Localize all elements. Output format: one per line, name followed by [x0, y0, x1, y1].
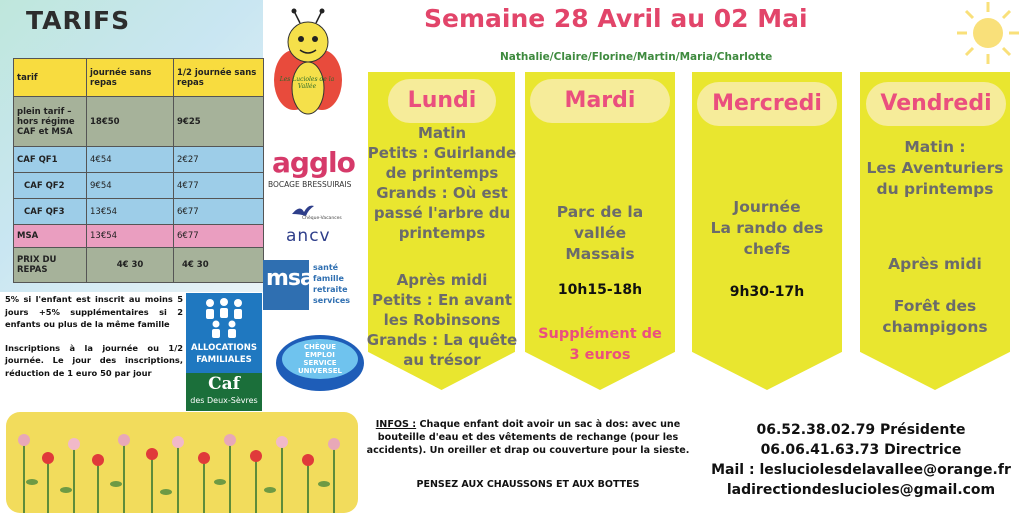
supplement-line: Supplément de — [538, 326, 662, 342]
phone-presidente: 06.52.38.02.79 Présidente — [756, 422, 966, 438]
lundi-line: les Robinsons — [383, 311, 501, 329]
caf-line1: ALLOCATIONS — [191, 343, 257, 353]
tarif-label: PRIX DU REPAS — [14, 248, 87, 283]
vendredi-afternoon — [855, 254, 1015, 338]
vendredi-line: Matin : — [904, 138, 966, 156]
tarif-full: 4€54 — [87, 147, 174, 173]
ancv-logo — [280, 202, 340, 254]
tarif-label: CAF QF1 — [14, 147, 87, 173]
caf-logo-top — [186, 293, 262, 373]
tarif-label: MSA — [14, 225, 87, 248]
cesu-line: EMPLOI — [305, 351, 335, 359]
ancv-small: Chèque-Vacances — [302, 216, 342, 221]
infos-reminder: PENSEZ AUX CHAUSSONS ET AUX BOTTES — [416, 479, 640, 490]
inscription-note: Inscriptions à la journée ou 1/2 journée. Le jour des inscriptions, réduction de 1 euro 50 par jour — [5, 342, 183, 378]
msa-line: retraite — [313, 285, 348, 294]
infos-block — [360, 418, 696, 457]
msa-text: msa — [266, 266, 314, 291]
table-header-cell: tarif — [14, 59, 87, 97]
discount-note: 5% si l'enfant est inscrit au moins 5 jours +5% supplémentaires si 2 enfants ou plus de la même famille — [5, 294, 183, 329]
lundi-line: Petits : En avant — [371, 291, 513, 309]
msa-line: services — [313, 296, 351, 305]
lundi-line: printemps — [398, 224, 486, 242]
table-header-cell: journée sans repas — [87, 59, 174, 97]
mercredi-line: chefs — [743, 240, 791, 258]
tarifs-title: TARIFS — [26, 6, 131, 35]
phone-directrice: 06.06.41.63.73 Directrice — [760, 442, 962, 458]
tarif-full: 18€50 — [87, 97, 174, 147]
mardi-activity — [525, 202, 675, 265]
mardi-line: Massais — [565, 245, 635, 263]
supplement-line: 3 euros — [569, 347, 631, 363]
table-row — [14, 225, 264, 248]
caf-logo — [186, 293, 262, 411]
contacts-block — [700, 420, 1022, 500]
vendredi-line: champigons — [882, 318, 988, 336]
caf-line4: des Deux-Sèvres — [190, 396, 258, 405]
family-icon — [200, 297, 248, 339]
agglo-text: agglo — [272, 146, 355, 179]
cesu-line: SERVICE — [303, 359, 337, 367]
mardi-line: vallée — [573, 224, 627, 242]
mercredi-time: 9h30-17h — [729, 284, 805, 300]
caf-line2: FAMILIALES — [196, 355, 252, 365]
bee-logo-text: Les Lucioles de la Vallée — [279, 76, 335, 90]
mercredi-line: La rando des — [710, 219, 824, 237]
table-row — [14, 147, 264, 173]
tarif-full: 9€54 — [87, 173, 174, 199]
msa-logo — [263, 260, 365, 310]
mardi-time: 10h15-18h — [557, 282, 643, 298]
lundi-line: Grands : La quête — [366, 331, 518, 349]
mardi-supplement — [525, 324, 675, 366]
vendredi-line: Forêt des — [893, 297, 977, 315]
lundi-morning — [362, 123, 522, 243]
cesu-line: CHÈQUE — [303, 343, 337, 351]
tarif-half: 4€ 30 — [174, 248, 264, 283]
msa-taglines — [313, 262, 350, 306]
mardi-line: Parc de la — [556, 203, 644, 221]
cesu-logo — [274, 333, 366, 393]
infos-label: INFOS : — [375, 419, 417, 430]
caf-logo-bottom — [186, 373, 262, 411]
flower-banner — [6, 412, 358, 513]
mercredi-activity — [692, 197, 842, 260]
lundi-line: passé l'arbre du — [373, 204, 511, 222]
ancv-text: ancv — [286, 226, 331, 246]
mail-line — [700, 460, 1022, 480]
lundi-line: Après midi — [396, 271, 488, 289]
day-label-mercredi: Mercredi — [697, 82, 837, 126]
bee-logo — [272, 8, 342, 126]
team-names: Nathalie/Claire/Florine/Martin/Maria/Charlotte — [500, 51, 773, 63]
tarif-label: CAF QF3 — [14, 199, 87, 225]
lundi-line: Matin — [417, 124, 467, 142]
mail-orange[interactable]: lesluciolesdelavallee@orange.fr — [759, 462, 1011, 478]
msa-line: famille — [313, 274, 344, 283]
vendredi-line: Les Aventuriers — [866, 159, 1004, 177]
day-label-lundi: Lundi — [388, 79, 496, 123]
msa-square — [263, 260, 314, 310]
vendredi-spacer — [855, 275, 1015, 296]
infos-text: Chaque enfant doit avoir un sac à dos: avec une bouteille d'eau et des vêtements de rechange (pour les accidents). Un oreiller et drap ou couverture pour la sieste. — [366, 419, 690, 456]
table-row — [14, 199, 264, 225]
tarif-half: 6€77 — [174, 225, 264, 248]
flowers-illustration — [6, 412, 358, 513]
msa-line: santé — [313, 263, 339, 272]
lundi-line: Petits : Guirlande — [367, 144, 517, 162]
sun-icon — [955, 0, 1021, 66]
lundi-line: Grands : Où est — [376, 184, 508, 202]
agglo-sub: BOCAGE BRESSUIRAIS — [268, 180, 352, 189]
vendredi-line: du printemps — [876, 180, 994, 198]
table-row — [14, 173, 264, 199]
table-row — [14, 97, 264, 147]
tarif-full: 13€54 — [87, 225, 174, 248]
mercredi-line: Journée — [733, 198, 801, 216]
bee-icon — [272, 8, 342, 126]
vendredi-line: Après midi — [888, 255, 982, 273]
lundi-line: de printemps — [385, 164, 499, 182]
tarif-half: 2€27 — [174, 147, 264, 173]
lundi-line: au trésor — [403, 351, 481, 369]
vendredi-morning — [855, 137, 1015, 200]
mail-gmail[interactable]: ladirectiondeslucioles@gmail.com — [726, 482, 996, 498]
tarif-table — [13, 58, 264, 283]
tarif-label: plein tarif – hors régime CAF et MSA — [14, 97, 87, 147]
tarif-full: 4€ 30 — [87, 248, 174, 283]
day-label-vendredi: Vendredi — [866, 82, 1006, 126]
tarif-half: 9€25 — [174, 97, 264, 147]
caf-line3: Caf — [208, 374, 240, 394]
tarif-full: 13€54 — [87, 199, 174, 225]
lundi-afternoon — [362, 270, 522, 370]
tarif-label: CAF QF2 — [14, 173, 87, 199]
table-header-cell: 1/2 journée sans repas — [174, 59, 264, 97]
table-row — [14, 248, 264, 283]
week-title: Semaine 28 Avril au 02 Mai — [424, 4, 808, 33]
tarif-half: 4€77 — [174, 173, 264, 199]
mail-label: Mail : — [711, 462, 755, 478]
agglo-logo — [268, 146, 355, 192]
table-header-row — [14, 59, 264, 97]
tarif-half: 6€77 — [174, 199, 264, 225]
cesu-text — [292, 343, 348, 375]
cesu-line: UNIVERSEL — [297, 367, 343, 375]
day-label-mardi: Mardi — [530, 79, 670, 123]
pricing-notes — [5, 293, 183, 390]
